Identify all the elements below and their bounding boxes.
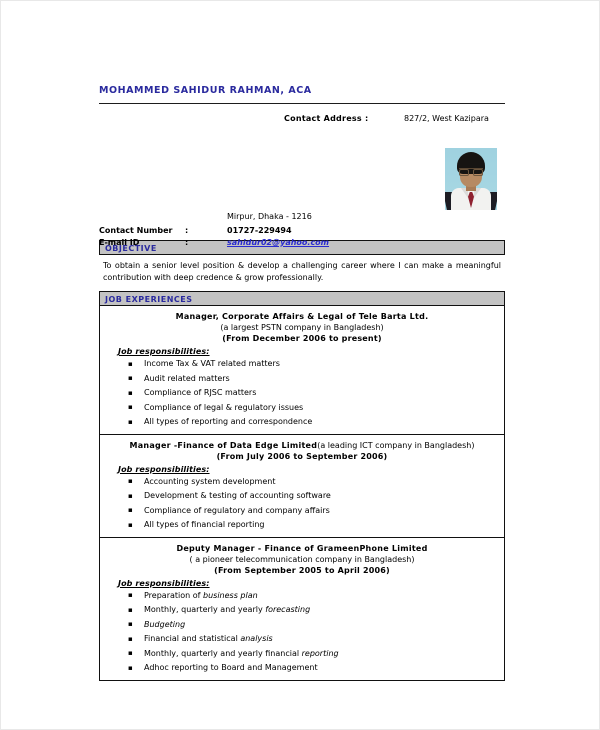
- responsibility-emphasis: analysis: [240, 634, 273, 643]
- job-responsibilities-list: [100, 357, 504, 430]
- list-item: [128, 357, 504, 372]
- responsibility-text: Compliance of RJSC matters: [144, 388, 257, 397]
- list-item: [128, 518, 504, 533]
- responsibility-text: Compliance of regulatory and company affairs: [144, 505, 330, 515]
- job-responsibilities-label: Job responsibilities:: [118, 464, 210, 474]
- job-title: [100, 310, 504, 322]
- job-block: [100, 434, 504, 537]
- list-item: [128, 647, 504, 662]
- job-block: [100, 537, 504, 680]
- contact-address-value: 827/2, West Kazipara: [404, 114, 489, 123]
- contact-number-label: Contact Number: [99, 226, 173, 235]
- responsibility-emphasis: reporting: [301, 648, 339, 658]
- responsibility-text: Income Tax & VAT related matters: [144, 359, 280, 368]
- objective-section-header: OBJECTIVE: [99, 240, 505, 255]
- job-experiences-section-header: JOB EXPERIENCES: [99, 291, 505, 306]
- responsibility-text: Monthly, quarterly and yearly: [144, 605, 266, 614]
- list-item: [128, 401, 504, 416]
- objective-text: To obtain a senior level position & develop a challenging career where I can make a meaningful contribution with deep credence & grow professionally.: [103, 261, 501, 282]
- list-item: [128, 618, 504, 633]
- responsibility-text: Accounting system development: [144, 476, 276, 486]
- list-item: [128, 372, 504, 387]
- job-period: (From July 2006 to September 2006): [216, 451, 388, 461]
- job-responsibilities-list: [100, 589, 504, 676]
- list-item: [128, 475, 504, 490]
- responsibility-text: Preparation of: [144, 590, 204, 600]
- responsibility-text: All types of reporting and correspondence: [144, 417, 313, 426]
- responsibility-emphasis: Budgeting: [144, 619, 186, 629]
- job-company-note: ( a pioneer telecommunication company in Bangladesh): [189, 554, 415, 564]
- responsibility-text: Audit related matters: [144, 373, 230, 383]
- job-experiences-table: [99, 306, 505, 681]
- email-row: [99, 238, 329, 247]
- job-title: [100, 542, 504, 554]
- photo-eyeglasses: [459, 168, 483, 174]
- list-item: [128, 603, 504, 618]
- resume-document: [99, 85, 505, 681]
- job-title-text: Manager -Finance of Data Edge Limited: [129, 440, 318, 450]
- job-title-text: Deputy Manager - Finance of GrameenPhone Limited: [176, 543, 428, 553]
- list-item: [128, 386, 504, 401]
- contact-number-colon: :: [185, 226, 189, 235]
- responsibility-emphasis: forecasting: [265, 605, 311, 614]
- job-responsibilities-label: Job responsibilities:: [118, 347, 210, 356]
- list-item: [128, 589, 504, 604]
- list-item: [128, 504, 504, 519]
- list-item: [128, 415, 504, 430]
- job-responsibilities-label: Job responsibilities:: [118, 578, 210, 588]
- address-line-two: Mirpur, Dhaka - 1216: [227, 212, 312, 221]
- responsibility-emphasis: business plan: [203, 590, 258, 600]
- email-label: E-mail ID: [99, 238, 140, 247]
- responsibility-text: Development & testing of accounting software: [144, 491, 331, 500]
- contact-number-row: [99, 226, 292, 235]
- list-item: [128, 632, 504, 647]
- contact-address-label: Contact Address :: [284, 114, 369, 123]
- job-title-text: Manager, Corporate Affairs & Legal of Tele Barta Ltd.: [175, 312, 429, 321]
- job-title: [100, 439, 504, 451]
- responsibility-text: Financial and statistical: [144, 634, 241, 643]
- contact-block: [99, 108, 505, 247]
- list-item: [128, 489, 504, 504]
- responsibility-text: Adhoc reporting to Board and Management: [144, 663, 318, 672]
- job-block: [100, 306, 504, 434]
- email-link[interactable]: sahidur02@yahoo.com: [227, 238, 330, 247]
- responsibility-text: Monthly, quarterly and yearly financial: [144, 648, 302, 658]
- responsibility-text: All types of financial reporting: [144, 520, 265, 529]
- responsibility-text: Compliance of legal & regulatory issues: [144, 402, 304, 412]
- candidate-photo: [445, 148, 497, 210]
- contact-number-value: 01727-229494: [227, 226, 292, 235]
- job-responsibilities-list: [100, 475, 504, 533]
- job-period: (From September 2005 to April 2006): [214, 565, 390, 575]
- email-colon: :: [185, 238, 189, 247]
- header-divider: [99, 103, 505, 104]
- job-company-note: (a largest PSTN company in Bangladesh): [220, 323, 384, 332]
- job-company-note-inline: (a leading ICT company in Bangladesh): [317, 440, 475, 450]
- list-item: [128, 661, 504, 676]
- candidate-name: MOHAMMED SAHIDUR RAHMAN, ACA: [99, 85, 312, 96]
- job-period: (From December 2006 to present): [222, 334, 382, 343]
